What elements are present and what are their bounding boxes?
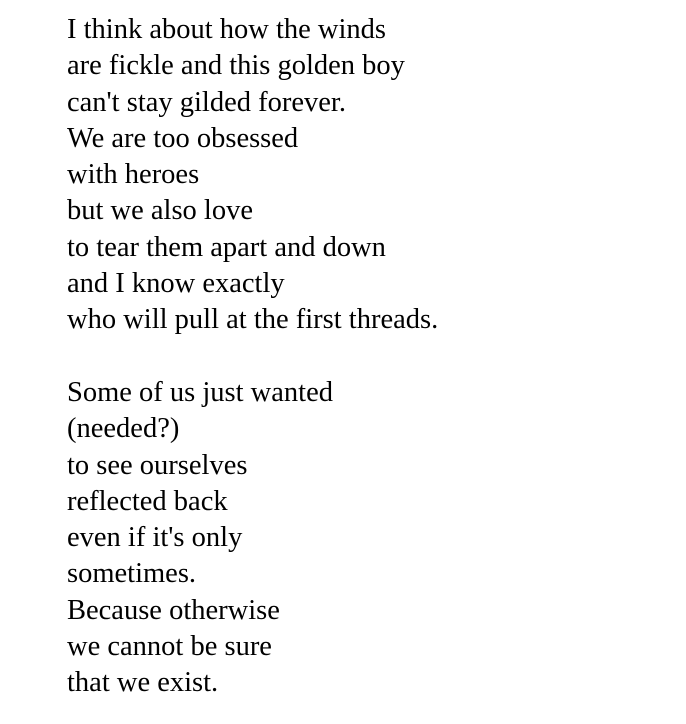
stanza-2 (67, 375, 438, 702)
poem-line: reflected back (67, 485, 228, 517)
poem-line: (needed?) (67, 413, 180, 445)
poem-line: I think about how the winds (67, 14, 387, 45)
poem-line: with heroes (67, 159, 200, 191)
poem-line: to tear them apart and down (67, 231, 386, 263)
poem-line: We are too obsessed (67, 122, 299, 154)
poem-line: and I know exactly (67, 268, 285, 300)
poem-line: we cannot be sure (67, 631, 272, 663)
poem-line: Some of us just wanted (67, 376, 333, 408)
poem-text (67, 12, 438, 702)
poem-line: can't stay gilded forever. (67, 86, 346, 118)
stanza-1 (67, 12, 438, 339)
poem-line: are fickle and this golden boy (67, 50, 405, 82)
poem-line: to see ourselves (67, 449, 248, 481)
poem-line: even if it's only (67, 522, 243, 554)
poem-line: Because otherwise (67, 594, 280, 626)
poem-line: but we also love (67, 195, 254, 227)
poem-line: sometimes. (67, 558, 197, 590)
poem-line: who will pull at the first threads. (67, 304, 439, 336)
poem-line: that we exist. (67, 667, 219, 699)
